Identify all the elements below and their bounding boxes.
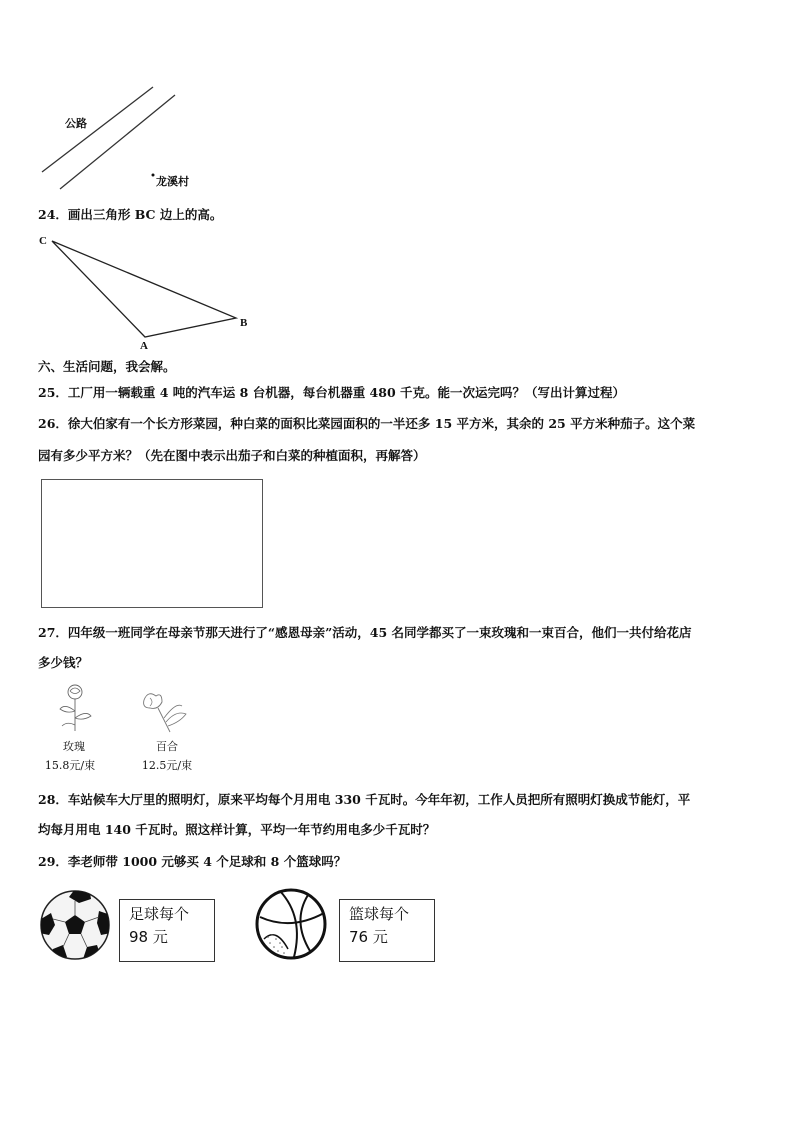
question-27-line-1: 27．四年级一班同学在母亲节那天进行了“感恩母亲”活动，45 名同学都买了一束玫瑰和一束百合，他们一共付给花店 (38, 625, 692, 640)
lily-name: 百合 (156, 740, 178, 753)
section-title: 六、生活问题，我会解。 (38, 359, 176, 374)
road-diagram (0, 0, 794, 200)
triangle-diagram (0, 230, 300, 360)
vertex-b-label: B (240, 317, 248, 329)
question-26-line-2: 园有多少平方米？（先在图中表示出茄子和白菜的种植面积，再解答） (38, 448, 426, 463)
football-price-box (119, 899, 215, 962)
road-edge-1 (42, 87, 153, 172)
vertex-c-label: C (39, 235, 47, 247)
basketball-price-line-2: 76 元 (349, 928, 388, 946)
village-label: 龙溪村 (156, 175, 189, 188)
garden-rectangle (41, 479, 263, 608)
road-label: 公路 (65, 117, 87, 130)
basketball-icon (254, 887, 328, 961)
rose-name: 玫瑰 (63, 740, 85, 753)
village-point (152, 174, 155, 177)
rose-icon (50, 683, 100, 733)
basketball-price-line-1: 篮球每个 (349, 905, 410, 923)
triangle-abc (52, 241, 236, 337)
question-24: 24．画出三角形 BC 边上的高。 (38, 207, 223, 222)
vertex-a-label: A (140, 340, 148, 352)
question-27-line-2: 多少钱？ (38, 655, 89, 670)
question-29: 29．李老师带 1000 元够买 4 个足球和 8 个篮球吗？ (38, 854, 347, 869)
lily-price: 12.5元/束 (141, 759, 193, 772)
question-26-line-1: 26．徐大伯家有一个长方形菜园，种白菜的面积比菜园面积的一半还多 15 平方米，其余的 25 平方米种茄子。这个菜 (38, 416, 696, 431)
football-price-line-2: 98 元 (129, 928, 168, 946)
question-28-line-1: 28．车站候车大厅里的照明灯，原来平均每个月用电 330 千瓦时。今年年初，工作人员把所有照明灯换成节能灯，平 (38, 792, 691, 807)
basketball-price-box (339, 899, 435, 962)
football-price-line-1: 足球每个 (129, 905, 190, 923)
lily-icon (136, 688, 194, 734)
rose-price: 15.8元/束 (44, 759, 96, 772)
question-25: 25．工厂用一辆载重 4 吨的汽车运 8 台机器，每台机器重 480 千克。能一次运完吗？（写出计算过程） (38, 385, 625, 400)
football-icon (39, 889, 111, 961)
question-28-line-2: 均每月用电 140 千瓦时。照这样计算，平均一年节约用电多少千瓦时？ (38, 822, 436, 837)
